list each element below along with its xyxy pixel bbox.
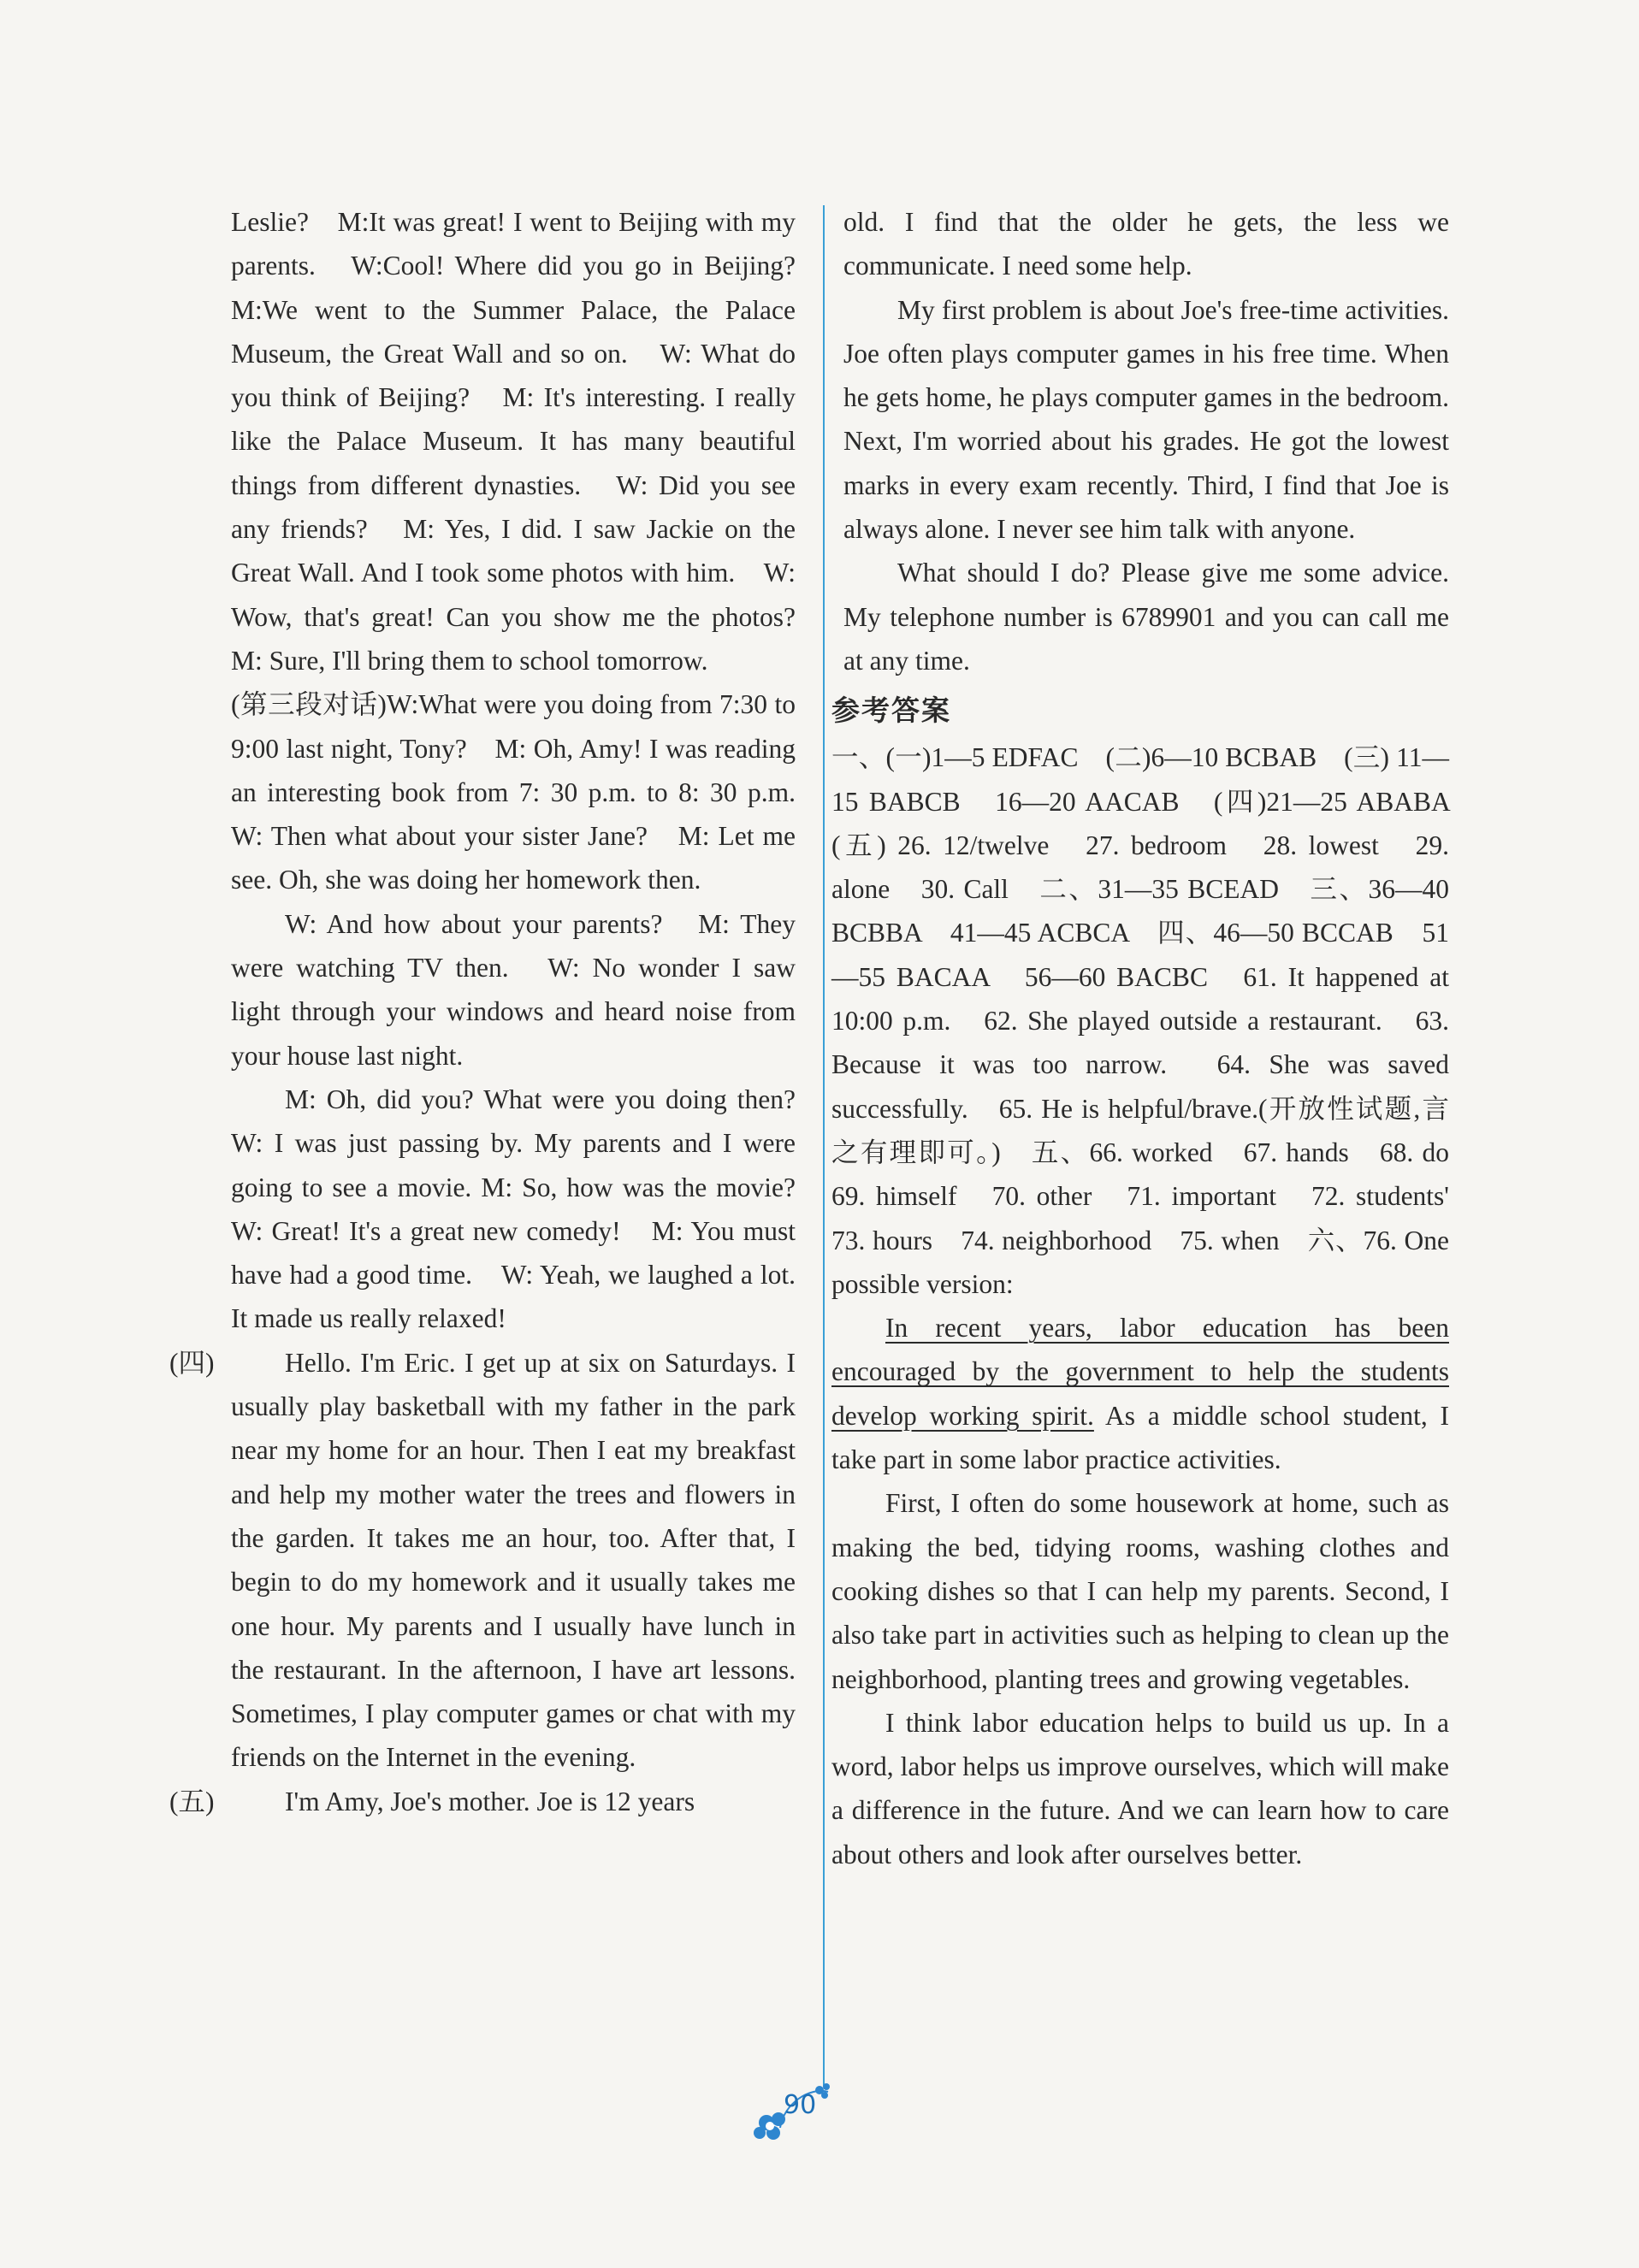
section-4: [169, 1341, 796, 1780]
essay-paragraph-2: First, I often do some housework at home, such as making the bed, tidying rooms, washing clothes and cooking dishes so that I can help my parents. Second, I also take part in activities such as helping to clean up the neighborhood, planting trees and growing vegetables.: [831, 1488, 1449, 1694]
essay-paragraph-1-rest: As a middle school student, I take part in some labor practice activities.: [831, 1400, 1449, 1475]
right-column: [831, 200, 1476, 1876]
page-number-badge: [749, 2078, 852, 2147]
dialogue-3-paragraph-3: M: Oh, did you? What were you doing then? W: I was just passing by. My parents and I were going to see a movie. M: So, how was the movie? W: Great! It's a great new comedy! M: You must have had a good time. W: Yeah, we laughed a lot. It made us really relaxed!: [231, 1084, 823, 1334]
section-4-text: Hello. I'm Eric. I get up at six on Saturdays. I usually play basketball with my father in the park near my home for an hour. Then I eat my breakfast and help my mother water the trees and flowers in the garden. It takes me an hour, too. After that, I begin to do my homework and it usually takes me one hour. My parents and I usually have lunch in the restaurant. In the afternoon, I have art lessons. Sometimes, I play computer games or chat with my friends on the Internet in the evening.: [231, 1347, 796, 1773]
section-5-paragraph-3: What should I do? Please give me some advice. My telephone number is 6789901 and you can call me at any time.: [843, 558, 1449, 676]
dialogue-3-paragraph-2: W: And how about your parents? M: They were watching TV then. W: No wonder I saw light through your windows and heard noise from your house last night.: [231, 908, 796, 1071]
column-divider: [823, 205, 825, 2087]
section-5: [169, 1780, 796, 1823]
essay-paragraph-3: I think labor education helps to build us up. In a word, labor helps us improve ourselves, which will make a difference in the future. And we can learn how to care about others and look after ourselves better.: [831, 1707, 1449, 1869]
page-number: 90: [784, 2090, 817, 2120]
essay-paragraph-1: [831, 1306, 1449, 1481]
section-5-paragraph-2: My first problem is about Joe's free-time activities. Joe often plays computer games in his free time. When he gets home, he plays computer games in the bedroom. Next, I'm worried about his grades. He got the lowest marks in every exam recently. Third, I find that Joe is always alone. I never see him talk with anyone.: [843, 294, 1449, 545]
answers-heading: 参考答案: [831, 694, 951, 728]
section-4-label: (四): [169, 1347, 215, 1378]
section-5-label: (五): [169, 1786, 215, 1816]
essay-underlined-sentence: In recent years, labor education has been encouraged by the government to help the students develop working spirit.: [831, 1313, 1449, 1431]
left-column: [169, 200, 823, 1823]
section-5-text: I'm Amy, Joe's mother. Joe is 12 years: [285, 1786, 695, 1816]
dialogue-3-paragraph-1: (第三段对话)W:What were you doing from 7:30 to 9:00 last night, Tony? M: Oh, Amy! I was reading an interesting book from 7: 30 p.m. to 8: 30 p.m. W: Then what about your sister Jane? M: Let me see. Oh, she was doing her homework then.: [231, 689, 823, 895]
dialogue-2-tail: Leslie? M:It was great! I went to Beijing with my parents. W:Cool! Where did you go in Beijing? M:We went to the Summer Palace, the Palace Museum, the Great Wall and so on. W: What do you think of Beijing? M: It's interesting. I really like the Palace Museum. It has many beautiful things from different dynasties. W: Did you see any friends? M: Yes, I did. I saw Jackie on the Great Wall. And I took some photos with him. W: Wow, that's great! Can you show me the photos? M: Sure, I'll bring them to school tomorrow.: [231, 207, 823, 676]
answer-key: 一、(一)1—5 EDFAC (二)6—10 BCBAB (三) 11—15 BABCB 16—20 AACAB (四)21—25 ABABA (五) 26. 12/twelve 27. bedroom 28. lowest 29. alone 30. Call 二、31—35 BCEAD 三、36—40 BCBBA 41—45 ACBCA 四、46—50 BCCAB 51—55 BACAA 56—60 BACBC 61. It happened at 10:00 p.m. 62. She played outside a restaurant. 63. Because it was too narrow. 64. She was saved successfully. 65. He is helpful/brave.(开放性试题,言之有理即可。) 五、66. worked 67. hands 68. do 69. himself 70. other 71. important 72. students' 73. hours 74. neighborhood 75. when 六、76. One possible version:: [831, 742, 1476, 1299]
section-5-continued: old. I find that the older he gets, the less we communicate. I need some help.: [843, 207, 1449, 281]
